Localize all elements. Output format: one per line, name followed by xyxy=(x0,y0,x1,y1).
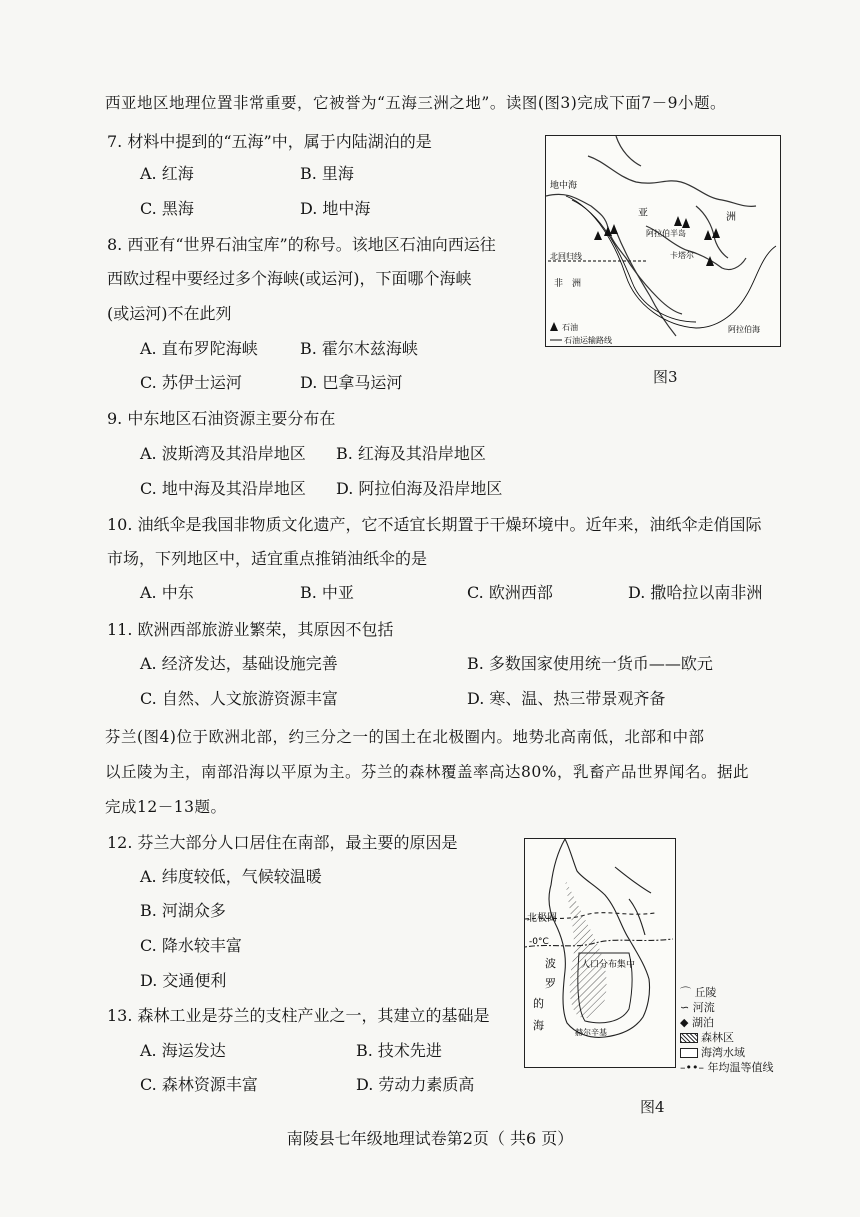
intro-finland-1: 芬兰(图4)位于欧洲北部，约三分之一的国土在北极圈内。地势北高南低，北部和中部 xyxy=(105,728,705,746)
fig4-label-helsinki: 赫尔辛基 xyxy=(575,1028,607,1037)
q9-option-c: C. 地中海及其沿岸地区 xyxy=(140,479,306,498)
fig4-label-luo: 罗 xyxy=(545,977,556,990)
figure-3-caption: 图3 xyxy=(653,368,678,386)
question-9-stem: 9. 中东地区石油资源主要分布在 xyxy=(107,409,336,428)
fig3-label-zhou2: 洲 xyxy=(572,279,582,289)
q12-option-a: A. 纬度较低，气候较温暖 xyxy=(140,867,322,886)
figure-4-map xyxy=(524,838,676,1068)
q10-option-a: A. 中东 xyxy=(140,583,194,602)
legend-hills: ⌒ 丘陵 xyxy=(680,986,717,999)
question-8-stem-1: 8. 西亚有“世界石油宝库”的称号。该地区石油向西运往 xyxy=(107,235,496,254)
figure-4-caption: 图4 xyxy=(640,1098,665,1116)
q10-option-b: B. 中亚 xyxy=(300,583,354,602)
q13-option-b: B. 技术先进 xyxy=(356,1041,442,1060)
question-10-stem-2: 市场，下列地区中，适宜重点推销油纸伞的是 xyxy=(107,549,428,568)
fig3-label-mediterranean: 地中海 xyxy=(550,181,578,191)
fig4-label-arctic-circle: 北极圈 xyxy=(527,913,557,924)
question-12-stem: 12. 芬兰大部分人口居住在南部，最主要的原因是 xyxy=(107,833,458,852)
fig4-label-de: 的 xyxy=(533,997,544,1010)
q11-option-a: A. 经济发达，基础设施完善 xyxy=(140,654,338,673)
q7-option-b: B. 里海 xyxy=(300,164,354,183)
legend-isotherm: –••– 年均温等值线 xyxy=(680,1061,774,1074)
legend-lake: ◆ 湖泊 xyxy=(680,1016,714,1029)
fig4-label-bo: 波 xyxy=(545,957,556,970)
fig3-label-ya: 亚 xyxy=(638,208,648,219)
isotherm-line-icon: –••– xyxy=(680,1061,708,1074)
fig3-label-zhou: 洲 xyxy=(726,212,736,223)
q12-option-d: D. 交通便利 xyxy=(140,971,227,990)
figure-4-legend xyxy=(680,985,773,1075)
q7-option-a: A. 红海 xyxy=(140,164,194,183)
q10-option-d: D. 撒哈拉以南非洲 xyxy=(628,583,763,602)
legend-bay-water: 海湾水域 xyxy=(680,1045,773,1060)
q9-option-d: D. 阿拉伯海及沿岸地区 xyxy=(336,479,503,498)
q11-option-d: D. 寒、温、热三带景观齐备 xyxy=(467,689,666,708)
fig3-legend-route: 石油运输路线 xyxy=(564,336,612,345)
intro-finland-3: 完成12－13题。 xyxy=(105,798,227,816)
legend-forest: 森林区 xyxy=(680,1030,773,1045)
hills-icon: ⌒ xyxy=(680,986,695,999)
fig3-label-arabian-peninsula: 阿拉伯半岛 xyxy=(646,229,686,238)
question-10-stem-1: 10. 油纸伞是我国非物质文化遗产，它不适宜长期置于干燥环境中。近年来，油纸伞走俏国际 xyxy=(107,515,762,534)
fig3-label-qatar: 卡塔尔 xyxy=(670,251,694,260)
fig3-label-tropic: 北回归线 xyxy=(550,252,582,261)
question-11-stem: 11. 欧洲西部旅游业繁荣，其原因不包括 xyxy=(107,620,394,639)
q8-option-d: D. 巴拿马运河 xyxy=(300,373,403,392)
q12-option-b: B. 河湖众多 xyxy=(140,901,226,920)
bay-water-icon xyxy=(680,1048,698,1058)
fig3-label-arabian-sea: 阿拉伯海 xyxy=(728,325,760,334)
q10-option-c: C. 欧洲西部 xyxy=(467,583,553,602)
q11-option-b: B. 多数国家使用统一货币——欧元 xyxy=(467,654,713,673)
forest-hatch-icon xyxy=(680,1033,698,1043)
question-13-stem: 13. 森林工业是芬兰的支柱产业之一，其建立的基础是 xyxy=(107,1006,490,1025)
q8-option-a: A. 直布罗陀海峡 xyxy=(140,339,258,358)
question-8-stem-3: (或运河)不在此列 xyxy=(107,304,232,323)
q7-option-c: C. 黑海 xyxy=(140,199,194,218)
q13-option-c: C. 森林资源丰富 xyxy=(140,1075,258,1094)
q8-option-b: B. 霍尔木兹海峡 xyxy=(300,339,418,358)
fig4-label-population: 人口分布集中 xyxy=(581,960,636,970)
fig4-label-hai: 海 xyxy=(533,1019,544,1032)
q13-option-d: D. 劳动力素质高 xyxy=(356,1075,475,1094)
page-footer: 南陵县七年级地理试卷第2页（ 共6 页） xyxy=(286,1129,574,1148)
fig3-legend-oil: 石油 xyxy=(562,323,578,332)
question-7-stem: 7. 材料中提到的“五海”中，属于内陆湖泊的是 xyxy=(107,132,432,151)
intro-finland-2: 以丘陵为主，南部沿海以平原为主。芬兰的森林覆盖率高达80%，乳畜产品世界闻名。据此 xyxy=(105,763,749,781)
fig3-label-fei: 非 xyxy=(554,279,564,289)
lake-icon: ◆ xyxy=(680,1016,692,1029)
intro-west-asia: 西亚地区地理位置非常重要，它被誉为“五海三洲之地”。读图(图3)完成下面7－9小题。 xyxy=(105,94,727,112)
question-8-stem-2: 西欧过程中要经过多个海峡(或运河)，下面哪个海峡 xyxy=(107,269,472,288)
figure-3-map xyxy=(545,135,781,347)
q11-option-c: C. 自然、人文旅游资源丰富 xyxy=(140,689,338,708)
legend-river: ∽ 河流 xyxy=(680,1001,715,1014)
fig4-label-isotherm: -0°C xyxy=(529,937,549,947)
q12-option-c: C. 降水较丰富 xyxy=(140,936,242,955)
q9-option-a: A. 波斯湾及其沿岸地区 xyxy=(140,444,306,463)
q7-option-d: D. 地中海 xyxy=(300,199,371,218)
q8-option-c: C. 苏伊士运河 xyxy=(140,373,242,392)
river-icon: ∽ xyxy=(680,1001,693,1014)
q9-option-b: B. 红海及其沿岸地区 xyxy=(336,444,486,463)
q13-option-a: A. 海运发达 xyxy=(140,1041,226,1060)
